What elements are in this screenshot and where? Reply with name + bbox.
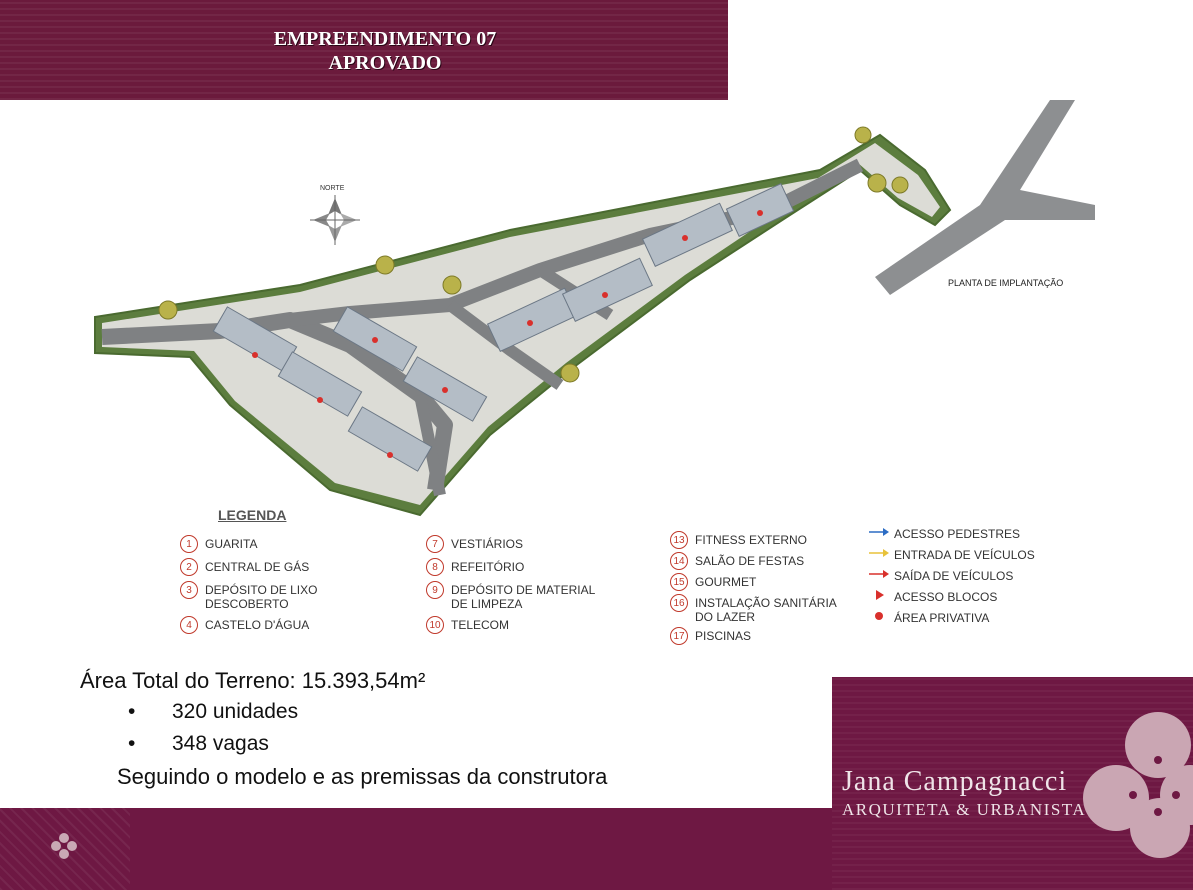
legend-number: 17 [670,627,688,645]
legend-number: 14 [670,552,688,570]
legend-item [868,609,1054,625]
legend-item [868,525,1054,541]
pedestrian-arrow-icon [868,525,890,539]
legend-item [868,567,1054,583]
title-line-1: EMPREENDIMENTO 07 [273,28,497,50]
north-compass [310,195,360,245]
legend-number: 2 [180,558,198,576]
units-bullet [128,696,828,728]
legend-label: ACESSO BLOCOS [894,590,998,604]
legend-label: SAÍDA DE VEÍCULOS [894,569,1014,583]
site-plan-map [90,95,1125,525]
legend-item [868,546,1054,562]
legend-item [426,535,611,553]
legend-item [670,531,855,549]
legend-number: 10 [426,616,444,634]
legend-label: FITNESS EXTERNO [695,533,808,547]
legend-label: GOURMET [695,575,757,589]
legend-item [180,616,365,634]
legend-item [670,594,855,624]
flower-logo-icon [50,832,78,860]
project-info [80,666,780,794]
legend-number: 1 [180,535,198,553]
legend-item [426,558,611,576]
legend-item [670,573,855,591]
block-access-triangle-icon [868,588,890,602]
legend-column-4 [868,525,1054,630]
legend-number: 9 [426,581,444,599]
legend-label: SALÃO DE FESTAS [695,554,805,568]
legend-item [180,535,365,553]
vehicle-entry-arrow-icon [868,546,890,560]
legend-label: ACESSO PEDESTRES [894,527,1021,541]
legend-label: ENTRADA DE VEÍCULOS [894,548,1035,562]
legend-number: 16 [670,594,688,612]
plan-caption: PLANTA DE IMPLANTAÇÃO [948,278,1064,288]
title-line-2: APROVADO [328,52,442,74]
legend-label: CENTRAL DE GÁS [205,560,310,574]
legend-label: INSTALAÇÃO SANITÁRIA DO LAZER [695,596,837,624]
legend-number: 3 [180,581,198,599]
brand-name: Jana Campagnacci [842,766,1068,797]
legend-number: 7 [426,535,444,553]
legend-number: 8 [426,558,444,576]
legend-number: 15 [670,573,688,591]
vehicle-exit-arrow-icon [868,567,890,581]
legend-label: REFEITÓRIO [451,560,525,574]
brand-flower-logo-icon [1078,700,1193,860]
legend-item [670,627,855,645]
legend-number: 4 [180,616,198,634]
bullet-dot-icon: • [128,700,136,723]
legend-number: 13 [670,531,688,549]
legend-item [426,616,611,634]
parking-bullet [128,728,828,760]
legend-item [180,558,365,576]
brand-subtitle: ARQUITETA & URBANISTA [842,800,1087,819]
parking-count: 348 vagas [172,732,269,755]
private-area-dot-icon [868,609,890,623]
legend-title: LEGENDA [218,507,287,523]
bullet-dot-icon: • [128,732,136,755]
legend-item [670,552,855,570]
north-label: NORTE [320,185,345,192]
legend-label: CASTELO D'ÁGUA [205,618,310,632]
legend-column-2 [426,535,611,639]
legend-item [180,581,365,611]
legend-item [426,581,611,611]
legend-label: DEPÓSITO DE MATERIAL DE LIMPEZA [451,583,595,611]
legend-label: PISCINAS [695,629,752,643]
units-count: 320 unidades [172,700,299,723]
model-note: Seguindo o modelo e as premissas da construtora [117,764,608,789]
legend-column-3 [670,531,855,650]
legend [180,505,1080,643]
legend-column-1 [180,535,365,639]
legend-item [868,588,1054,604]
legend-label: ÁREA PRIVATIVA [894,611,990,625]
legend-label: GUARITA [205,537,258,551]
page-title [0,27,770,75]
legend-label: DEPÓSITO DE LIXO DESCOBERTO [205,583,318,611]
total-area: Área Total do Terreno: 15.393,54m² [80,668,426,693]
legend-label: VESTIÁRIOS [451,537,524,551]
legend-label: TELECOM [451,618,510,632]
